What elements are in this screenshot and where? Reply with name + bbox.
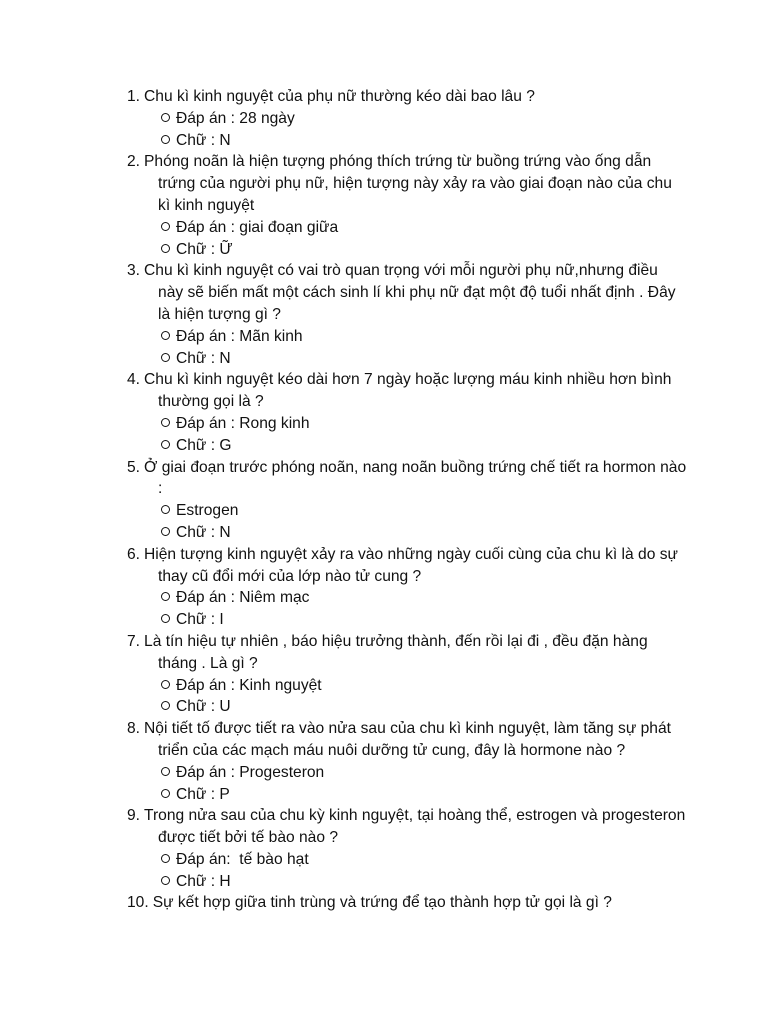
question-text: Ở giai đoạn trước phóng noãn, nang noãn buồng trứng chế tiết ra hormon nào : — [144, 458, 687, 498]
answer-item — [161, 849, 687, 871]
question-number: 5. — [127, 458, 141, 476]
question-list — [127, 86, 687, 914]
hollow-circle-bullet-icon — [161, 680, 170, 689]
hollow-circle-bullet-icon — [161, 789, 170, 798]
question-text: Chu kì kinh nguyệt kéo dài hơn 7 ngày hoặc lượng máu kinh nhiều hơn bình thường gọi là ? — [144, 371, 672, 411]
letter-item — [161, 871, 687, 893]
answer-item — [161, 762, 687, 784]
answer-item — [161, 675, 687, 697]
letter-text: Chữ : G — [176, 436, 232, 454]
answer-item — [161, 217, 687, 239]
hollow-circle-bullet-icon — [161, 614, 170, 623]
letter-item — [161, 696, 687, 718]
letter-text: Chữ : N — [176, 131, 231, 149]
letter-text: Chữ : N — [176, 523, 231, 541]
hollow-circle-bullet-icon — [161, 767, 170, 776]
letter-text: Chữ : I — [176, 611, 224, 629]
question-item — [127, 544, 687, 631]
answer-text: Đáp án : Rong kinh — [176, 414, 310, 432]
question-number: 7. — [127, 632, 141, 650]
question-text: Chu kì kinh nguyệt của phụ nữ thường kéo dài bao lâu ? — [144, 88, 535, 105]
answer-text: Đáp án : Mãn kinh — [176, 327, 303, 345]
letter-item — [161, 348, 687, 370]
question-item — [127, 369, 687, 456]
question-text: Phóng noãn là hiện tượng phóng thích trứng từ buồng trứng vào ống dẫn trứng của người phụ nữ, hiện tượng này xảy ra vào giai đoạn nào của chu kì kinh nguyệt — [144, 153, 672, 214]
question-item — [127, 805, 687, 892]
answer-list — [127, 587, 687, 631]
answer-list — [127, 217, 687, 261]
question-number: 4. — [127, 371, 141, 389]
hollow-circle-bullet-icon — [161, 527, 170, 536]
letter-text: Chữ : P — [176, 785, 230, 803]
answer-list — [127, 413, 687, 457]
question-number: 10. — [127, 894, 149, 912]
question-text: Trong nửa sau của chu kỳ kinh nguyệt, tại hoàng thể, estrogen và progesteron được tiết bởi tế bào nào ? — [144, 807, 686, 847]
question-number: 3. — [127, 262, 141, 280]
question-number: 1. — [127, 88, 141, 105]
answer-text: Đáp án : giai đoạn giữa — [176, 218, 339, 236]
question-text: Nội tiết tố được tiết ra vào nửa sau của chu kì kinh nguyệt, làm tăng sự phát triển của các mạch máu nuôi dưỡng tử cung, đây là hormone nào ? — [144, 720, 671, 759]
answer-text: Đáp án : 28 ngày — [176, 109, 295, 127]
question-text: Chu kì kinh nguyệt có vai trò quan trọng với mỗi người phụ nữ,nhưng điều này sẽ biến mất một cách sinh lí khi phụ nữ đạt một độ tuổi nhất định . Đây là hiện tượng gì ? — [144, 262, 676, 323]
hollow-circle-bullet-icon — [161, 135, 170, 144]
answer-item — [161, 413, 687, 435]
hollow-circle-bullet-icon — [161, 876, 170, 885]
question-text: Sự kết hợp giữa tinh trùng và trứng để tạo thành hợp tử gọi là gì ? — [152, 894, 612, 912]
letter-text: Chữ : U — [176, 698, 231, 716]
question-item — [127, 631, 687, 718]
letter-item — [161, 609, 687, 631]
question-item — [127, 892, 687, 914]
letter-item — [161, 522, 687, 544]
letter-item — [161, 239, 687, 261]
question-item — [127, 457, 687, 544]
answer-item — [161, 587, 687, 609]
letter-text: Chữ : N — [176, 349, 231, 367]
answer-list — [127, 326, 687, 370]
question-text: Hiện tượng kinh nguyệt xảy ra vào những ngày cuối cùng của chu kì là do sự thay cũ đổi mới của lớp nào tử cung ? — [144, 545, 678, 585]
letter-item — [161, 784, 687, 806]
letter-text: Chữ : H — [176, 872, 231, 890]
answer-list — [127, 675, 687, 719]
hollow-circle-bullet-icon — [161, 592, 170, 601]
question-text: Là tín hiệu tự nhiên , báo hiệu trưởng thành, đến rồi lại đi , đều đặn hàng tháng . Là gì ? — [144, 632, 648, 672]
letter-item — [161, 130, 687, 152]
hollow-circle-bullet-icon — [161, 113, 170, 122]
question-item — [127, 151, 687, 260]
question-number: 6. — [127, 545, 141, 563]
question-number: 9. — [127, 807, 141, 825]
hollow-circle-bullet-icon — [161, 331, 170, 340]
answer-list — [127, 762, 687, 806]
answer-item — [161, 326, 687, 348]
hollow-circle-bullet-icon — [161, 440, 170, 449]
answer-list — [127, 849, 687, 893]
answer-item — [161, 108, 687, 130]
hollow-circle-bullet-icon — [161, 418, 170, 427]
answer-list — [127, 500, 687, 544]
hollow-circle-bullet-icon — [161, 701, 170, 710]
answer-text: Đáp án : Kinh nguyệt — [176, 676, 322, 694]
question-item — [127, 86, 687, 151]
hollow-circle-bullet-icon — [161, 244, 170, 253]
letter-item — [161, 435, 687, 457]
answer-text: Đáp án : Niêm mạc — [176, 589, 310, 607]
hollow-circle-bullet-icon — [161, 505, 170, 514]
hollow-circle-bullet-icon — [161, 353, 170, 362]
hollow-circle-bullet-icon — [161, 222, 170, 231]
answer-text: Đáp án: tế bào hạt — [176, 850, 309, 868]
question-number: 2. — [127, 153, 141, 171]
question-item — [127, 260, 687, 369]
hollow-circle-bullet-icon — [161, 854, 170, 863]
letter-text: Chữ : Ữ — [176, 240, 233, 258]
answer-text: Đáp án : Progesteron — [176, 763, 325, 781]
question-item — [127, 718, 687, 805]
answer-list — [127, 108, 687, 152]
answer-item — [161, 500, 687, 522]
question-number: 8. — [127, 720, 141, 738]
answer-text: Estrogen — [176, 502, 239, 520]
